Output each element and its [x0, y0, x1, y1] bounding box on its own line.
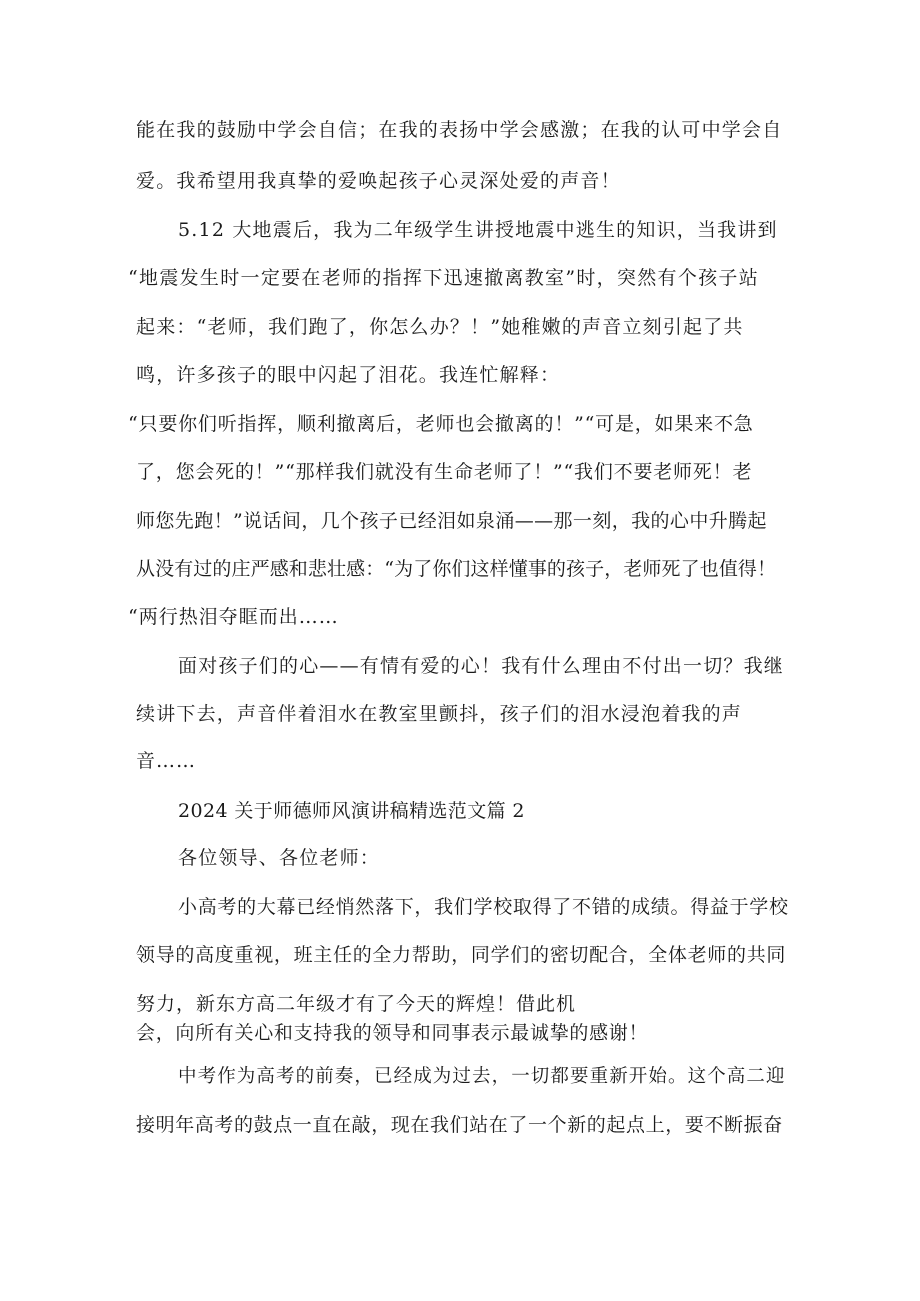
text-line-14: 音…… — [136, 750, 197, 772]
text-line-salutation: 各位领导、各位老师： — [178, 847, 381, 869]
text-line-18: 领导的高度重视，班主任的全力帮助，同学们的密切配合，全体老师的共同 — [136, 944, 787, 966]
text-line-19: 努力，新东方高二年级才有了今天的辉煌！借此机 — [136, 993, 577, 1015]
text-line-7: “只要你们听指挥，顺利撤离后，老师也会撤离的！”“可是，如果来不急 — [128, 413, 754, 435]
section-heading: 2024 关于师德师风演讲稿精选范文篇 2 — [178, 800, 525, 822]
text-line-9: 师您先跑！”说话间，几个孩子已经泪如泉涌——那一刻，我的心中升腾起 — [136, 510, 767, 532]
text-line-21: 中考作为高考的前奏，已经成为过去，一切都要重新开始。这个高二迎 — [178, 1066, 786, 1087]
text-line-10: 从没有过的庄严感和悲壮感：“为了你们这样懂事的孩子，老师死了也值得！ — [136, 558, 777, 580]
text-line-3: 5.12 大地震后，我为二年级学生讲授地震中逃生的知识，当我讲到 — [178, 219, 778, 241]
text-line-2: 爱。我希望用我真挚的爱唤起孩子心灵深处爱的声音！ — [136, 170, 621, 192]
text-line-22: 接明年高考的鼓点一直在敲，现在我们站在了一个新的起点上，要不断振奋 — [136, 1114, 783, 1136]
text-line-1: 能在我的鼓励中学会自信；在我的表扬中学会感激；在我的认可中学会自 — [136, 119, 783, 141]
text-line-4: “地震发生时一定要在老师的指挥下迅速撤离教室”时，突然有个孩子站 — [128, 267, 760, 289]
text-line-8: 了，您会死的！”“那样我们就没有生命老师了！”“我们不要老师死！老 — [136, 461, 753, 483]
text-line-6: 鸣，许多孩子的眼中闪起了泪花。我连忙解释： — [136, 364, 561, 386]
text-line-20: 会，向所有关心和支持我的领导和同事表示最诚挚的感谢！ — [136, 1022, 649, 1044]
text-line-13: 续讲下去，声音伴着泪水在教室里颤抖，孩子们的泪水浸泡着我的声 — [136, 703, 743, 725]
text-line-12: 面对孩子们的心——有情有爱的心！我有什么理由不付出一切？我继 — [178, 655, 785, 677]
text-line-17: 小高考的大幕已经悄然落下，我们学校取得了不错的成绩。得益于学校 — [178, 896, 789, 918]
text-line-5: 起来：“老师，我们跑了，你怎么办？！”她稚嫩的声音立刻引起了共 — [136, 316, 744, 338]
text-line-11: “两行热泪夺眶而出…… — [128, 606, 339, 628]
